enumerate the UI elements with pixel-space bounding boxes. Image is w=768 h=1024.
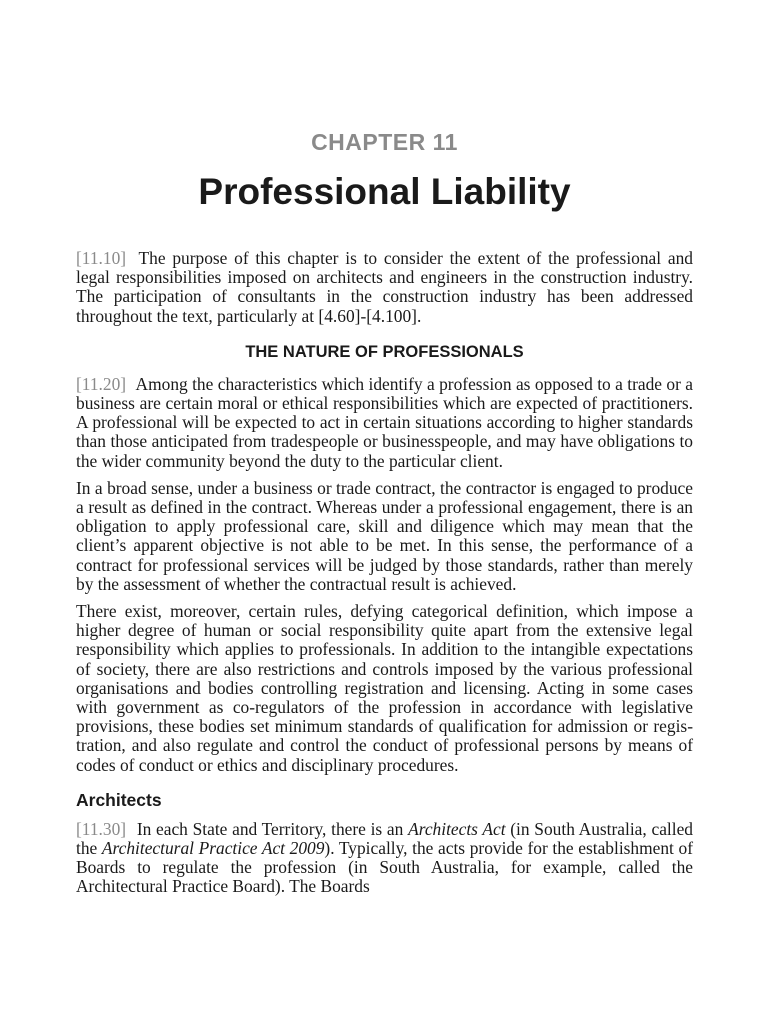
paragraph-11-20	[76, 375, 693, 471]
chapter-title: Professional Liability	[198, 171, 571, 212]
paragraph-11-30	[76, 820, 693, 897]
chapter-label: CHAPTER 11	[311, 129, 458, 155]
paragraph-number: [11.10]	[76, 248, 127, 268]
paragraph-11-10	[76, 249, 693, 326]
paragraph-text: (in South Australia, called the	[76, 818, 693, 859]
paragraph-text: The purpose of this chapter is to consider the extent of the professional and legal responsibilities imposed on architects and engineers in the construction industry. The participation of consultants in the construction industry has been addressed throughout the text, particularly at [4.60]-[4.100].	[76, 248, 693, 326]
paragraph-text: Among the characteristics which identify a profession as opposed to a trade or a business are certain moral or ethical responsibilities which are expected of practitioners. A professional will be expected to act in certain situations according to higher standards than those anticipated from tradespeople or businesspeople, and may have obligations to the wider community beyond the duty to the particular client.	[76, 373, 694, 471]
paragraph-number: [11.30]	[76, 818, 127, 839]
paragraph-text: ). Typically, the acts provide for the establishment of Boards to regulate the profession (in South Australia, for example, called the Architectural Practice Board). The Boards	[76, 838, 694, 897]
paragraph-number: [11.20]	[76, 373, 127, 394]
act-title-italic: Architectural Practice Act 2009	[101, 838, 325, 859]
act-title-italic: Architects Act	[408, 818, 506, 839]
body-text	[76, 249, 693, 905]
paragraph-text: In each State and Territory, there is an	[136, 818, 409, 839]
subsection-heading: Architects	[76, 789, 162, 810]
paragraph-broad-sense: In a broad sense, under a business or trade contract, the contractor is engaged to produce a result as defined in the contract. Whereas under a professional engagement, there is an obligation to apply professional care, skill and diligence which may mean that the client’s apparent objective is not able to be met. In this sense, the performance of a contract for professional services will be judged by those standards, rather than merely by the assessment of whether the contractual result is achieved.	[76, 477, 693, 594]
paragraph-rules: There exist, moreover, certain rules, defying categorical definition, which impose a higher degree of human or social responsibility quite apart from the extensive legal responsibility which applies to professionals. In addition to the intangible expectations of society, there are also restrictions and controls imposed by the various professional organisations and bodies controlling registration and licensing. Acting in some cases with government as co-regulators of the profession in accordance with legislative provisions, these bodies set minimum standards of qualification for admission or registration, and also regulate and control the conduct of professional persons by means of codes of conduct or ethics and disciplinary procedures.	[76, 601, 693, 775]
section-heading: THE NATURE OF PROFESSIONALS	[245, 342, 524, 361]
